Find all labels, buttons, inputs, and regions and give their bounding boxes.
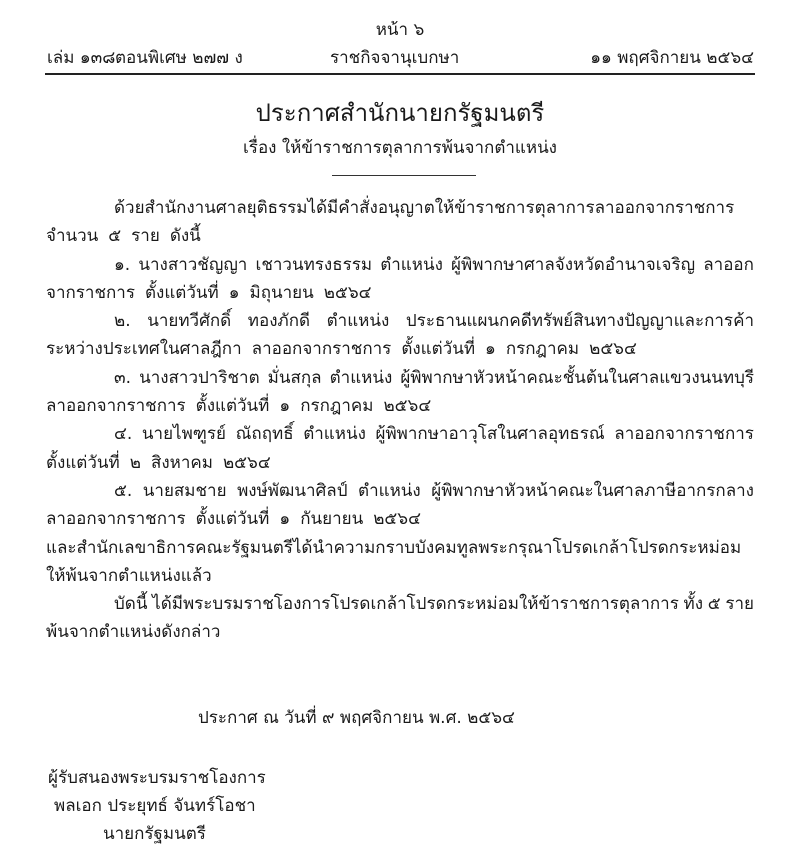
body-word: ๓.: [114, 367, 132, 388]
body-line: [46, 279, 754, 307]
body-word: ๒๕๖๔: [383, 396, 432, 417]
body-word: และสำนักเลขาธิการคณะรัฐมนตรีได้นำความกราบบังคมทูลพระกรุณาโปรดเกล้าโปรดกระหม่อม: [46, 537, 742, 558]
body-word: สิงหาคม: [150, 452, 213, 473]
header-divider: [45, 73, 755, 75]
body-word: ๒๕๖๔: [373, 509, 421, 530]
body-word: ตั้งแต่วันที่: [46, 452, 120, 473]
body-line: [46, 449, 754, 477]
document-title: ประกาศสำนักนายกรัฐมนตรี: [255, 99, 545, 127]
body-word: กรกฎาคม: [505, 339, 580, 360]
body-word: ได้มีพระบรมราชโองการโปรดเกล้าโปรดกระหม่อมให้ข้าราชการตุลาการ: [152, 594, 679, 615]
body-word: ทองภักดี: [247, 311, 311, 332]
body-word: ๒.: [114, 311, 131, 332]
body-word: นางสาวชัญญา: [138, 254, 248, 275]
body-word: พงษ์พัฒนาศิลป์: [237, 480, 348, 501]
body-word: ราย: [131, 226, 160, 247]
body-line: [46, 194, 754, 222]
body-word: ราย: [725, 594, 754, 615]
body-word: ตำแหน่ง: [303, 424, 366, 445]
proclamation-date: ประกาศ ณ วันที่ ๙ พฤศจิกายน พ.ศ. ๒๕๖๔: [198, 708, 515, 728]
body-word: ตำแหน่ง: [329, 367, 393, 388]
body-word: กันยายน: [300, 509, 364, 530]
body-word: ผู้พิพากษาหัวหน้าคณะชั้นต้นในศาลแขวงนนทบุรี: [400, 367, 754, 388]
body-word: ระหว่างประเทศในศาลฎีกา: [46, 339, 242, 360]
body-line: [46, 590, 754, 618]
body-line: [46, 505, 754, 533]
body-word: ๕: [108, 226, 122, 247]
body-word: มิถุนายน: [249, 282, 314, 303]
body-word: นายทวีศักดิ์: [147, 311, 232, 332]
body-line: [46, 534, 754, 562]
body-word: กรกฎาคม: [300, 396, 374, 417]
document-body: [46, 194, 754, 647]
body-word: ตั้งแต่วันที่: [195, 396, 270, 417]
body-line: [46, 618, 754, 646]
page-number: หน้า ๖: [375, 20, 425, 40]
body-word: จากราชการ: [46, 282, 135, 303]
body-line: [46, 562, 754, 590]
body-word: ๒๕๖๔: [589, 339, 637, 360]
body-word: ๒: [129, 452, 141, 473]
body-word: ๑: [279, 396, 291, 417]
body-word: มั่นสกุล: [267, 367, 322, 388]
body-line: [46, 222, 754, 250]
body-word: นายสมชาย: [142, 480, 227, 501]
body-word: ตำแหน่ง: [380, 254, 443, 275]
body-word: ๑: [279, 509, 291, 530]
body-word: พ้นจากตำแหน่งดังกล่าว: [46, 622, 221, 643]
body-line: [46, 251, 754, 279]
body-word: ผู้พิพากษาอาวุโสในศาลอุทธรณ์: [375, 424, 605, 445]
body-word: นางสาวปาริชาต: [139, 367, 260, 388]
gazette-issue: ตอนพิเศษ ๒๗๗ ง: [115, 48, 243, 68]
body-word: ๑.: [114, 254, 131, 275]
body-word: ตำแหน่ง: [326, 311, 390, 332]
body-line: [46, 477, 754, 505]
body-word: ให้พ้นจากตำแหน่งแล้ว: [46, 565, 212, 586]
body-word: ตำแหน่ง: [358, 480, 421, 501]
body-word: ๕: [707, 594, 721, 615]
body-word: ด้วยสำนักงานศาลยุติธรรมได้มีคำสั่งอนุญาตให้ข้าราชการตุลาการลาออกจากราชการ: [114, 198, 735, 218]
body-word: ลาออกจากราชการ: [614, 424, 754, 445]
countersign-label: ผู้รับสนองพระบรมราชโองการ: [48, 768, 266, 788]
gazette-name: ราชกิจจานุเบกษา: [330, 48, 460, 68]
body-word: บัดนี้: [114, 594, 148, 615]
body-word: ณัถฤทธิ์: [235, 424, 294, 445]
body-line: [46, 364, 754, 392]
title-divider: [332, 175, 476, 176]
body-line: [46, 307, 754, 335]
body-word: ทั้ง: [683, 594, 704, 615]
signatory-position: นายกรัฐมนตรี: [103, 824, 206, 844]
body-word: ผู้พิพากษาศาลจังหวัดอำนาจเจริญ: [451, 254, 696, 275]
body-word: ๑: [228, 282, 240, 303]
body-word: นายไพฑูรย์: [141, 424, 226, 445]
body-word: ๔.: [114, 424, 133, 445]
gazette-date: ๑๑ พฤศจิกายน ๒๕๖๔: [590, 48, 754, 68]
body-word: ตั้งแต่วันที่: [195, 509, 270, 530]
body-word: ลาออกจากราชการ: [251, 339, 392, 360]
body-word: ๒๕๖๔: [222, 452, 271, 473]
body-word: ๒๕๖๔: [323, 282, 372, 303]
body-word: ๑: [485, 339, 496, 360]
body-word: ตั้งแต่วันที่: [401, 339, 476, 360]
body-word: ประธานแผนกคดีทรัพย์สินทางปัญญาและการค้า: [405, 311, 754, 332]
body-line: [46, 335, 754, 363]
signatory-name: พลเอก ประยุทธ์ จันทร์โอชา: [54, 796, 256, 816]
body-word: ตั้งแต่วันที่: [144, 282, 219, 303]
body-word: ลาออก: [703, 254, 754, 275]
body-word: ผู้พิพากษาหัวหน้าคณะในศาลภาษีอากรกลาง: [431, 480, 754, 501]
document-subject: เรื่อง ให้ข้าราชการตุลาการพ้นจากตำแหน่ง: [243, 138, 557, 158]
body-word: ดังนี้: [169, 226, 201, 247]
body-word: ลาออกจากราชการ: [46, 509, 186, 530]
gazette-volume: เล่ม ๑๓๘: [47, 48, 116, 68]
body-word: เชาวนทรงธรรม: [255, 254, 373, 275]
body-line: [46, 392, 754, 420]
body-word: ๕.: [114, 480, 133, 501]
body-word: จำนวน: [46, 226, 99, 247]
body-word: ลาออกจากราชการ: [46, 396, 186, 417]
body-line: [46, 420, 754, 448]
